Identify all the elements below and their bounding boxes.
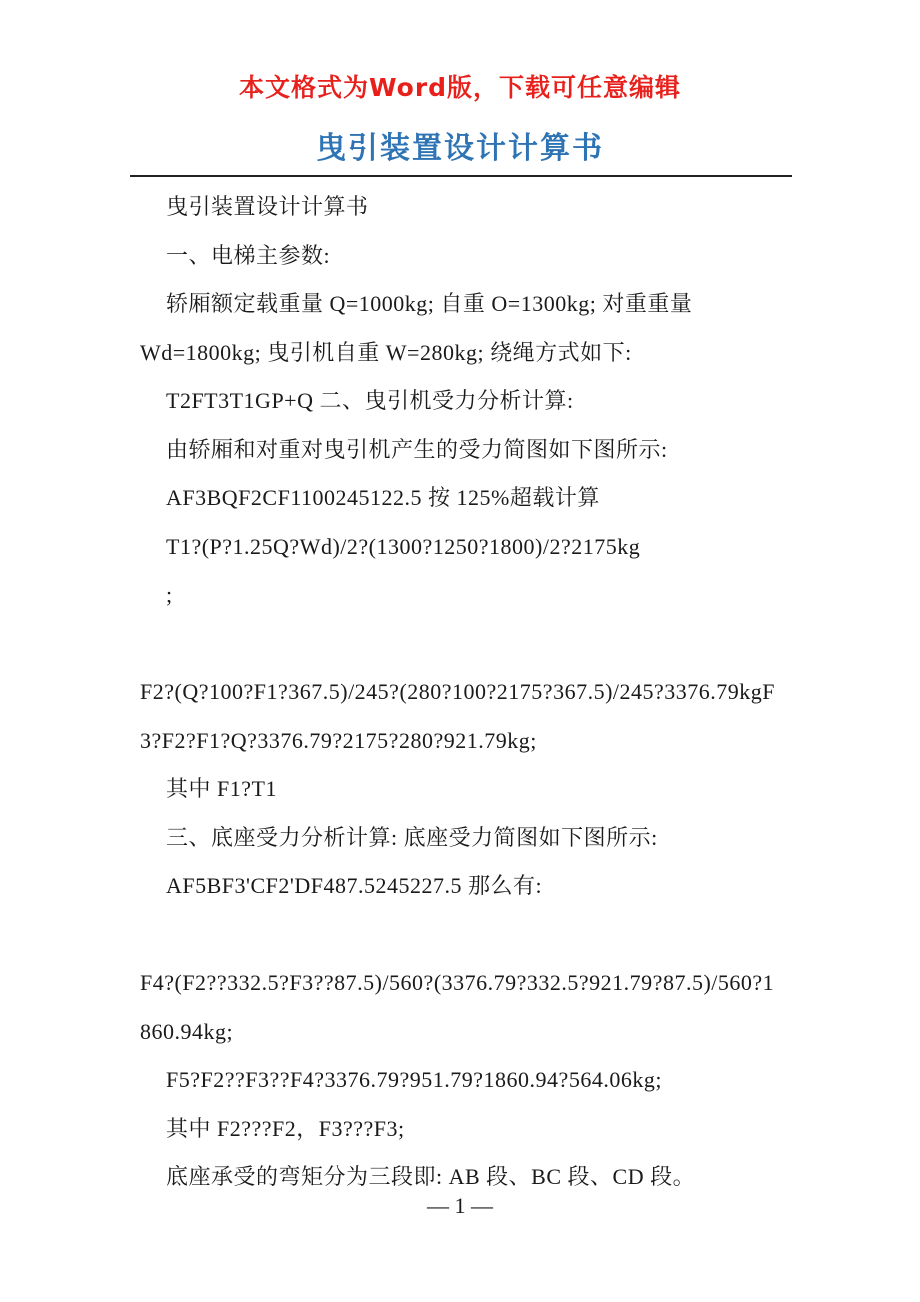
paragraph-line: AF5BF3'CF2'DF487.5245227.5 那么有: — [166, 873, 543, 898]
paragraph-line: 轿厢额定载重量 Q=1000kg; 自重 O=1300kg; 对重重量 — [166, 291, 693, 316]
paragraph-line: AF3BQF2CF1100245122.5 按 125%超载计算 — [166, 485, 600, 510]
formula-line: F2?(Q?100?F1?367.5)/245?(280?100?2175?367.5)/245?3376.79kgF — [140, 679, 776, 704]
document-title: 曳引装置设计计算书 — [316, 131, 604, 166]
formula-line: ; — [166, 582, 173, 607]
paragraph-line: 由轿厢和对重对曳引机产生的受力简图如下图所示: — [166, 436, 668, 462]
page-number: — 1 — — [427, 1193, 493, 1218]
blank-line — [140, 911, 785, 960]
paragraph-heading: 曳引装置设计计算书 — [166, 194, 369, 219]
formula-line: T1?(P?1.25Q?Wd)/2?(1300?1250?1800)/2?2175kg — [166, 533, 641, 559]
paragraph-line: 底座承受的弯矩分为三段即: AB 段、BC 段、CD 段。 — [166, 1164, 696, 1189]
paragraph-line: 其中 F1?T1 — [166, 776, 277, 801]
formula-line: 860.94kg; — [140, 1018, 234, 1044]
formula-line: 3?F2?F1?Q?3376.79?2175?280?921.79kg; — [140, 727, 537, 753]
formula-line: F4?(F2??332.5?F3??87.5)/560?(3376.79?332.5?921.79?87.5)/560?1 — [140, 970, 775, 995]
title-divider — [130, 175, 792, 177]
download-banner: 本文格式为Word版，下载可任意编辑 — [238, 73, 682, 102]
paragraph-line: 其中 F2???F2，F3???F3; — [166, 1115, 405, 1141]
blank-line — [140, 620, 785, 669]
document-body — [140, 183, 785, 1202]
section-heading-1: 一、电梯主参数: — [166, 242, 331, 268]
paragraph-line: T2FT3T1GP+Q 二、曳引机受力分析计算: — [166, 388, 574, 413]
section-heading-3: 三、底座受力分析计算: 底座受力简图如下图所示: — [166, 824, 658, 850]
paragraph-line: Wd=1800kg; 曳引机自重 W=280kg; 绕绳方式如下: — [140, 339, 632, 365]
formula-line: F5?F2??F3??F4?3376.79?951.79?1860.94?564.06kg; — [166, 1067, 662, 1092]
